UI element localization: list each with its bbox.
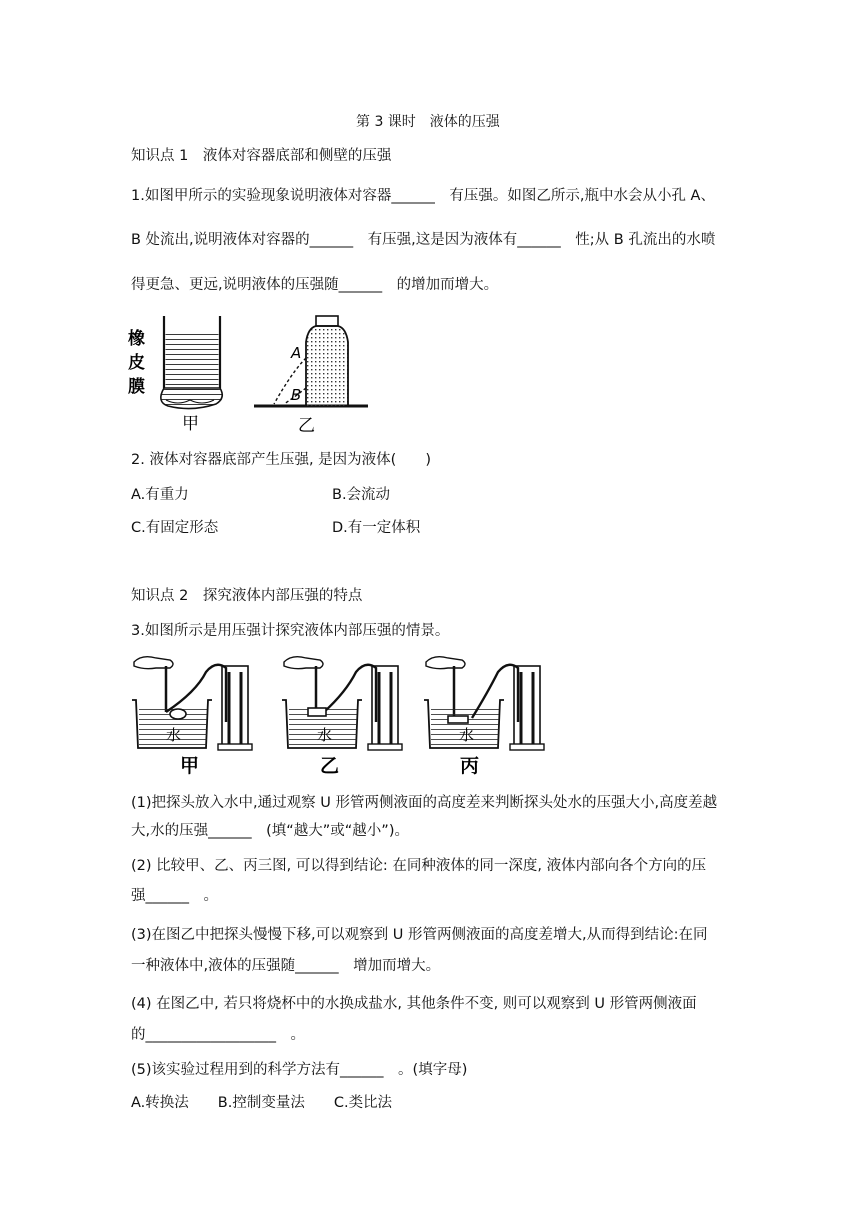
figure-1 [126, 312, 376, 436]
figure-2-label-bing: 丙 [460, 755, 480, 776]
water-label-jia: 水 [166, 726, 182, 744]
question-2-option-a: A.有重力 [131, 487, 189, 503]
question-3-part-3-line-2: 一种液体中,液体的压强随______ 增加而增大。 [131, 958, 441, 974]
pressure-gauge-setup-bing [424, 657, 544, 750]
question-3-part-5-options: A.转换法 B.控制变量法 C.类比法 [131, 1095, 393, 1111]
question-3-part-3-line-1: (3)在图乙中把探头慢慢下移,可以观察到 U 形管两侧液面的高度差增大,从而得到结论:在同 [131, 927, 708, 943]
figure-2 [126, 652, 556, 776]
pressure-gauge-setup-yi [282, 657, 402, 750]
membrane-label-char-2: 皮 [128, 353, 145, 373]
pressure-gauge-setup-jia [132, 657, 252, 750]
question-3-part-4-line-1: (4) 在图乙中, 若只将烧杯中的水换成盐水, 其他条件不变, 则可以观察到 U 形管两侧液面 [131, 996, 697, 1012]
question-1-line-2: B 处流出,说明液体对容器的______ 有压强,这是因为液体有______ 性;从 B 孔流出的水喷 [131, 232, 716, 248]
question-2-stem: 2. 液体对容器底部产生压强, 是因为液体( ) [131, 452, 431, 468]
question-3-part-5-line-1: (5)该实验过程用到的科学方法有______ 。(填字母) [131, 1062, 468, 1078]
question-3-part-1-line-1: (1)把探头放入水中,通过观察 U 形管两侧液面的高度差来判断探头处水的压强大小,高度差越 [131, 795, 718, 811]
question-1-line-1: 1.如图甲所示的实验现象说明液体对容器______ 有压强。如图乙所示,瓶中水会从小孔 A、 [131, 188, 715, 204]
question-2-option-c: C.有固定形态 [131, 520, 219, 536]
water-label-yi: 水 [317, 726, 333, 744]
question-2-option-d: D.有一定体积 [332, 520, 421, 536]
figure-2-label-yi: 乙 [320, 755, 340, 776]
figure-1-label-jia: 甲 [182, 414, 199, 434]
figure-2-label-jia: 甲 [180, 755, 200, 776]
hole-b-label: B [291, 386, 302, 404]
section-heading-2: 知识点 2 探究液体内部压强的特点 [131, 588, 363, 604]
page-title: 第 3 课时 液体的压强 [356, 114, 500, 130]
membrane-label-char-3: 膜 [128, 377, 145, 397]
question-2-option-b: B.会流动 [332, 487, 391, 503]
hole-a-label: A [291, 344, 302, 362]
bottle-diagram [254, 316, 368, 406]
question-1-line-3: 得更急、更远,说明液体的压强随______ 的增加而增大。 [131, 277, 499, 293]
question-3-part-2-line-1: (2) 比较甲、乙、丙三图, 可以得到结论: 在同种液体的同一深度, 液体内部向各个方向的压 [131, 858, 707, 874]
question-3-part-2-line-2: 强______ 。 [131, 888, 218, 904]
water-label-bing: 水 [459, 726, 475, 744]
membrane-label-char-1: 橡 [128, 329, 145, 349]
question-3-stem: 3.如图所示是用压强计探究液体内部压强的情景。 [131, 623, 450, 639]
section-heading-1: 知识点 1 液体对容器底部和侧壁的压强 [131, 148, 392, 164]
question-3-part-4-line-2: 的__________________ 。 [131, 1027, 305, 1043]
question-3-part-1-line-2: 大,水的压强______ (填“越大”或“越小”)。 [131, 823, 409, 839]
membrane-container-diagram [161, 316, 222, 409]
figure-1-label-yi: 乙 [298, 416, 315, 436]
